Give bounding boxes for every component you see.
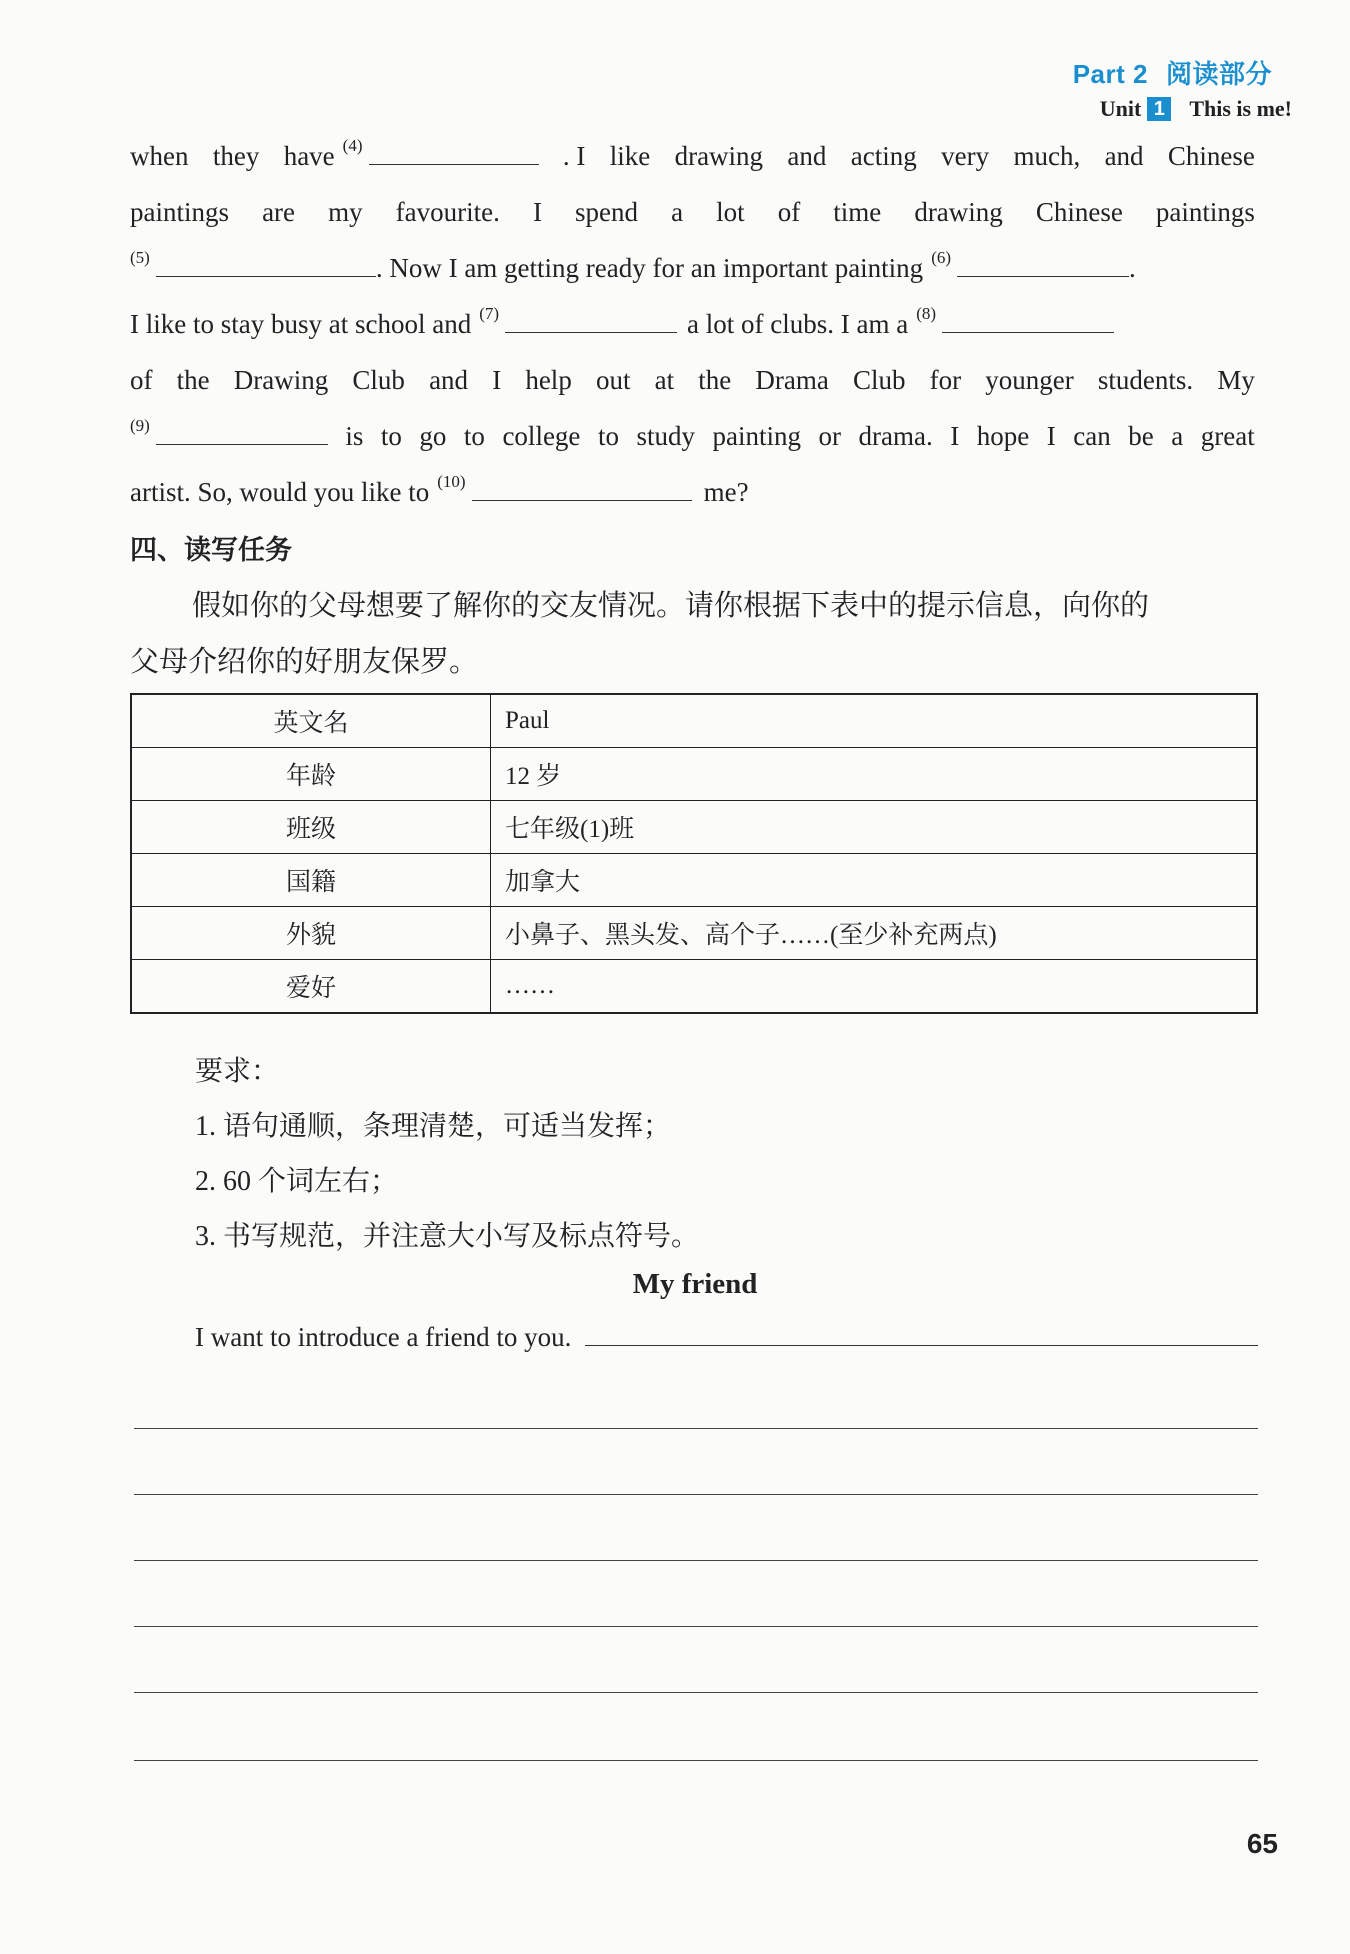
opener-text: I want to introduce a friend to you. [195,1322,572,1352]
blank-number: (5) [130,248,150,267]
passage-word: are [262,197,296,227]
answer-blank-6[interactable] [957,250,1129,277]
passage-word: drawing [914,197,1003,227]
part-label: Part 2 [1072,59,1148,89]
passage-word: and [1104,141,1144,171]
unit-header [1100,96,1292,122]
writing-line[interactable] [134,1494,1258,1495]
passage-word: favourite. [395,197,500,227]
passage-word: they [212,141,260,171]
essay-title: My friend [632,1268,758,1300]
table-key: 外貌 [131,907,491,960]
passage-word: spend [575,197,638,227]
table-key: 年龄 [131,748,491,801]
essay-opener [195,1322,1258,1353]
section-label: 阅读部分 [1165,59,1272,89]
table-key: 英文名 [131,694,491,748]
writing-line[interactable] [134,1692,1258,1693]
passage-word: to [380,421,402,451]
passage-line-7 [130,464,1255,520]
passage-word: lot [716,197,745,227]
passage-word: Club [352,365,405,395]
passage-word: I [1046,421,1056,451]
passage-word: can [1073,421,1111,451]
passage-word: to [463,421,485,451]
passage-word: my [328,197,363,227]
passage-word: a [1171,421,1184,451]
requirement-item: 1. 语句通顺，条理清楚，可适当发挥； [195,1111,672,1142]
passage-word: students. [1097,365,1194,395]
passage-word: . I [562,141,586,171]
answer-blank-5[interactable] [156,250,376,277]
requirements [195,1044,699,1264]
info-table [130,693,1258,1014]
table-key: 国籍 [131,854,491,907]
passage-word: study [636,421,695,451]
passage-word: like [609,141,651,171]
unit-label: Unit [1099,96,1142,121]
task-instruction [130,578,1260,690]
writing-line[interactable] [134,1560,1258,1561]
table-row [131,694,1257,748]
table-key: 班级 [131,801,491,854]
table-row [131,801,1257,854]
passage-word: I [492,365,502,395]
table-row [131,748,1257,801]
writing-line[interactable] [134,1428,1258,1429]
answer-blank-4[interactable] [369,138,539,165]
passage-word: much, [1013,141,1081,171]
unit-title: This is me! [1189,96,1292,121]
passage-word: be [1128,421,1154,451]
passage-word: to [597,421,619,451]
writing-line[interactable] [134,1760,1258,1761]
table-row [131,854,1257,907]
passage-word: acting [850,141,917,171]
passage-word: younger [985,365,1074,395]
passage-line-1 [130,128,1255,184]
passage-word: or [818,421,842,451]
passage-word: hope [976,421,1030,451]
blank-number: (9) [130,416,150,435]
passage-word: go [419,421,447,451]
passage-text: me? [703,477,749,507]
unit-number-badge: 1 [1147,97,1171,121]
passage-text: artist. So, would you like to [130,477,430,507]
passage-word: and [787,141,827,171]
passage-word: is [345,421,364,451]
passage-word: drama. [858,421,933,451]
passage-word: I [532,197,542,227]
writing-line[interactable] [585,1323,1258,1346]
passage-word: Chinese [1035,197,1123,227]
answer-blank-8[interactable] [942,306,1114,333]
blank-number: (7) [479,304,500,323]
passage-word: Drawing [233,365,329,395]
passage-line-2 [130,184,1255,240]
passage-word: when [130,141,189,171]
passage-text: a lot of clubs. I am a [687,309,909,339]
table-row [131,907,1257,960]
blank-number: (10) [437,472,466,491]
blank-number: (6) [931,248,952,267]
table-value: 12 岁 [491,748,1258,801]
answer-blank-9[interactable] [156,418,328,445]
passage-word: the [176,365,210,395]
passage-word: drawing [674,141,764,171]
instruction-line-2: 父母介绍你的好朋友保罗。 [130,646,479,678]
part-header [1073,54,1272,91]
table-value: Paul [491,694,1258,748]
passage-word: at [654,365,675,395]
requirement-item: 2. 60 个词左右； [195,1166,399,1197]
cloze-passage [130,128,1255,520]
passage-word: My [1217,365,1255,395]
passage-word [130,408,328,468]
blank-number: (8) [916,304,937,323]
passage-word: college [502,421,581,451]
table-value: …… [491,960,1258,1014]
passage-word: great [1200,421,1255,451]
passage-line-4 [130,296,1255,352]
passage-word: help [525,365,572,395]
passage-line-6 [130,408,1255,464]
passage-word: I [950,421,960,451]
passage-word: and [429,365,469,395]
table-row [131,960,1257,1014]
passage-word: Club [853,365,906,395]
answer-blank-7[interactable] [505,306,677,333]
passage-text: . [1129,253,1136,283]
passage-text: . Now I am getting ready for an important painting [375,253,924,283]
passage-word: for [929,365,962,395]
writing-line[interactable] [134,1626,1258,1627]
passage-line-3 [130,240,1255,296]
passage-word: paintings [130,197,229,227]
requirements-title: 要求： [195,1056,280,1087]
passage-text: I like to stay busy at school and [130,309,472,339]
blank-number: (4) [342,136,363,155]
requirement-item: 3. 书写规范，并注意大小写及标点符号。 [195,1221,700,1252]
passage-word: a [671,197,684,227]
table-value: 加拿大 [491,854,1258,907]
section-heading: 四、读写任务 [130,535,292,566]
passage-word: the [698,365,732,395]
passage-word: time [833,197,882,227]
instruction-line-1: 假如你的父母想要了解你的交友情况。请你根据下表中的提示信息，向你的 [192,590,1150,622]
table-value: 小鼻子、黑头发、高个子……(至少补充两点) [491,907,1258,960]
passage-word: have $^{(4)}$ [284,128,539,188]
passage-word: Drama [755,365,829,395]
passage-word: paintings [1155,197,1255,227]
passage-word: out [595,365,631,395]
table-value: 七年级(1)班 [491,801,1258,854]
passage-word: of [130,365,153,395]
passage-word: very [941,141,990,171]
passage-word: of [777,197,801,227]
table-key: 爱好 [131,960,491,1014]
answer-blank-10[interactable] [472,474,692,501]
passage-word: Chinese [1167,141,1255,171]
page-number: 65 [1246,1828,1278,1859]
passage-word: painting [712,421,801,451]
passage-line-5 [130,352,1255,408]
